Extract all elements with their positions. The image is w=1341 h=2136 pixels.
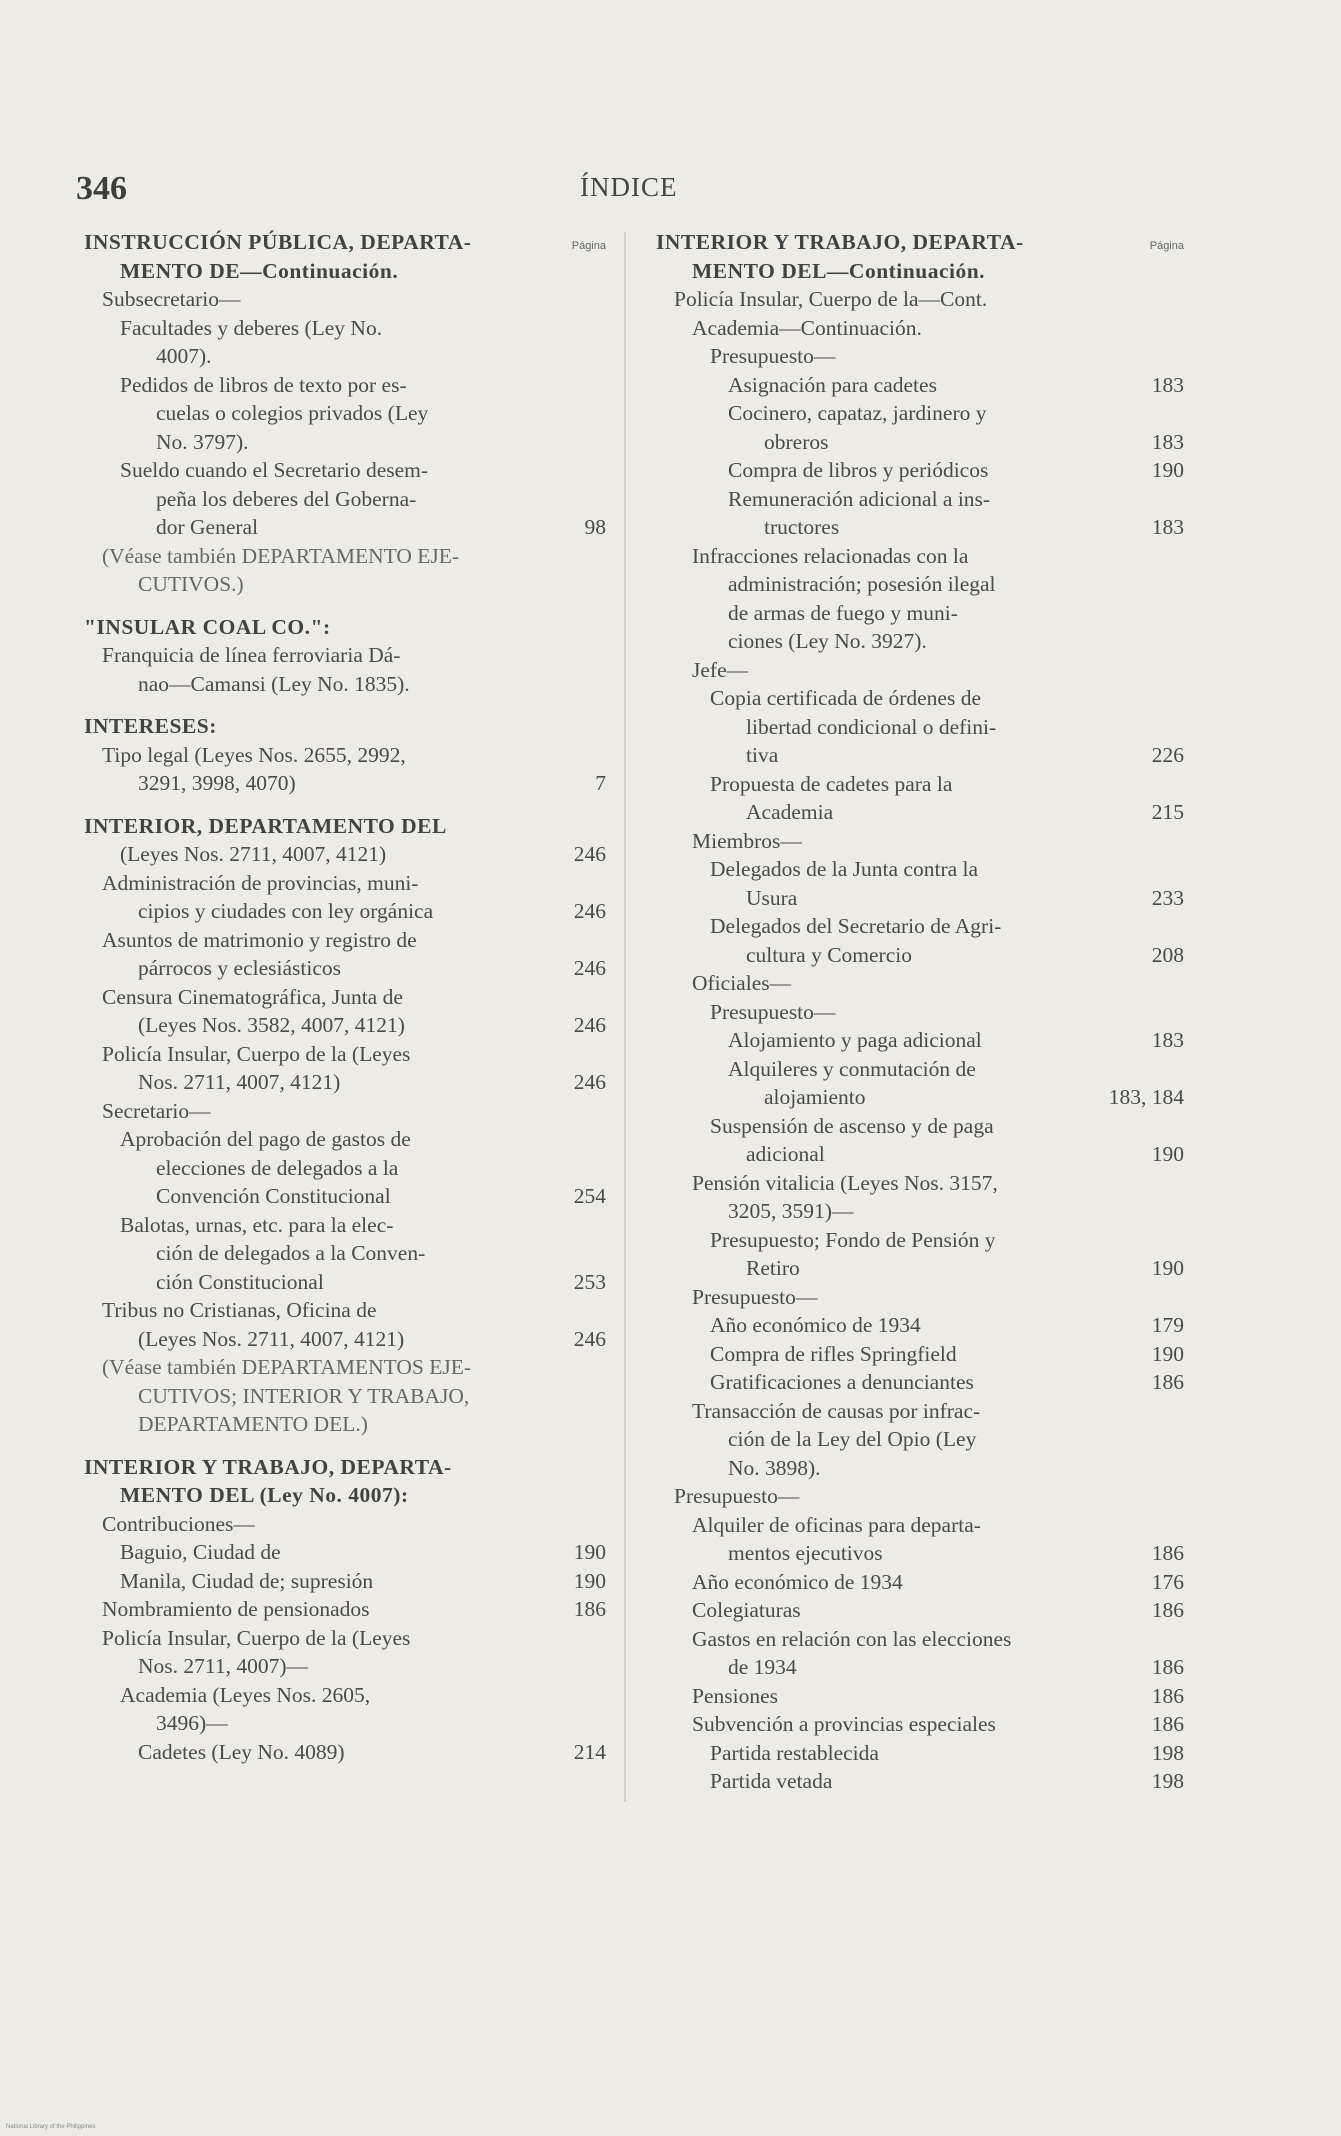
page-ref: 208 [1151, 942, 1184, 967]
entry-text: (Leyes Nos. 2711, 4007, 4121) [120, 842, 387, 866]
entry-text: 3291, 3998, 4070) [138, 771, 296, 795]
entry-text: Contribuciones— [102, 1511, 255, 1536]
index-entry [84, 1325, 606, 1354]
entry-text: Suspensión de ascenso y de paga [710, 1113, 994, 1138]
entry-text: Nombramiento de pensionados [102, 1597, 370, 1621]
index-entry [656, 941, 1184, 970]
index-entry [84, 1652, 606, 1681]
index-entry [656, 1112, 1184, 1141]
entry-text: Presupuesto; Fondo de Pensión y [710, 1227, 996, 1252]
index-entry [656, 713, 1184, 742]
index-entry [656, 1739, 1184, 1768]
entry-text: Compra de libros y periódicos [728, 458, 989, 482]
page-number: 346 [76, 170, 127, 207]
entry-text: tiva [746, 743, 779, 767]
entry-text: (Leyes Nos. 3582, 4007, 4121) [138, 1013, 405, 1037]
entry-text: Transacción de causas por infrac- [692, 1398, 981, 1423]
index-entry [656, 998, 1184, 1027]
index-entry [656, 456, 1184, 485]
page-column-label: Página [571, 240, 606, 252]
index-entry [656, 570, 1184, 599]
entry-text: Secretario— [102, 1098, 211, 1123]
index-entry [656, 1539, 1184, 1568]
page-ref: 186 [1151, 1655, 1184, 1679]
entry-text: Asuntos de matrimonio y registro de [102, 927, 417, 952]
page-ref: 186 [1151, 1370, 1184, 1394]
index-heading [84, 257, 606, 286]
entry-text: Balotas, urnas, etc. para la elec- [120, 1212, 394, 1237]
index-entry [84, 428, 606, 457]
entry-text: Miembros— [692, 828, 802, 853]
page-ref: 183, 184 [1108, 1085, 1184, 1109]
index-entry [84, 399, 606, 428]
entry-text: MENTO DEL—Continuación. [692, 258, 986, 283]
index-entry [84, 1567, 606, 1596]
index-heading [84, 1481, 606, 1510]
page-ref: 190 [1151, 1142, 1184, 1166]
entry-text: (Véase también DEPARTAMENTOS EJE- [102, 1355, 472, 1379]
entry-text: INTERESES: [84, 714, 217, 738]
index-entry [656, 969, 1184, 998]
entry-text: Presupuesto— [674, 1484, 800, 1508]
index-entry [656, 1710, 1184, 1739]
index-entry [656, 485, 1184, 514]
left-column [84, 228, 606, 1766]
index-entry [656, 1169, 1184, 1198]
entry-text: Franquicia de línea ferroviaria Dá- [102, 643, 401, 667]
index-entry [84, 897, 606, 926]
entry-text: Policía Insular, Cuerpo de la (Leyes [102, 1041, 411, 1066]
entry-text: (Véase también DEPARTAMENTO EJE- [102, 543, 460, 568]
entry-text: Sueldo cuando el Secretario desem- [120, 458, 429, 482]
entry-text: Año económico de 1934 [710, 1313, 921, 1337]
index-entry [84, 670, 606, 699]
entry-text: de armas de fuego y muni- [728, 600, 958, 625]
index-entry [656, 1454, 1184, 1483]
index-entry [84, 1040, 606, 1069]
entry-text: Manila, Ciudad de; supresión [120, 1568, 374, 1593]
index-entry [84, 1068, 606, 1097]
entry-text: DEPARTAMENTO DEL.) [138, 1412, 368, 1436]
page-column-label: Página [1149, 240, 1184, 252]
index-entry [656, 285, 1184, 314]
entry-text: Pensión vitalicia (Leyes Nos. 3157, [692, 1170, 998, 1195]
page-ref: 246 [573, 842, 606, 866]
page-ref: 186 [1151, 1598, 1184, 1622]
entry-text: Cocinero, capataz, jardinero y [728, 401, 987, 425]
entry-text: Subvención a provincias especiales [692, 1712, 996, 1736]
index-entry [656, 884, 1184, 913]
entry-text: Cadetes (Ley No. 4089) [138, 1739, 345, 1764]
index-entry [656, 1283, 1184, 1312]
entry-text: tructores [764, 515, 840, 539]
entry-text: 3205, 3591)— [728, 1199, 854, 1223]
entry-text: Gastos en relación con las elecciones [692, 1626, 1012, 1651]
index-entry [84, 926, 606, 955]
page-ref: 190 [573, 1540, 606, 1564]
page-ref: 190 [1151, 458, 1184, 482]
index-entry [656, 1026, 1184, 1055]
entry-text: Pensiones [692, 1683, 778, 1708]
index-entry [656, 342, 1184, 371]
entry-text: Partida restablecida [710, 1740, 879, 1765]
entry-text: Nos. 2711, 4007, 4121) [138, 1070, 341, 1094]
entry-text: Convención Constitucional [156, 1184, 391, 1208]
page-ref: 186 [573, 1597, 606, 1621]
entry-text: "INSULAR COAL CO.": [84, 614, 331, 639]
index-entry [84, 1538, 606, 1567]
index-entry [656, 1596, 1184, 1625]
page-ref: 183 [1151, 515, 1184, 539]
index-entry [656, 1311, 1184, 1340]
entry-text: Año económico de 1934 [692, 1569, 903, 1594]
entry-text: Alquiler de oficinas para departa- [692, 1512, 981, 1537]
index-entry [656, 1682, 1184, 1711]
entry-text: 3496)— [156, 1711, 228, 1735]
index-entry [656, 827, 1184, 856]
page-ref: 254 [573, 1184, 606, 1208]
index-heading [84, 613, 606, 642]
entry-text: cultura y Comercio [746, 942, 912, 967]
entry-text: Administración de provincias, muni- [102, 870, 419, 895]
index-entry [656, 798, 1184, 827]
page-ref: 183 [1151, 372, 1184, 397]
entry-text: Presupuesto— [710, 344, 836, 368]
index-heading [656, 228, 1184, 257]
section-gap [84, 698, 606, 712]
entry-text: INSTRUCCIÓN PÚBLICA, DEPARTA- [84, 230, 472, 254]
entry-text: obreros [764, 429, 829, 454]
index-entry [84, 1211, 606, 1240]
index-entry [84, 371, 606, 400]
page-ref: 186 [1151, 1712, 1184, 1736]
index-entry [84, 1268, 606, 1297]
index-heading [84, 1453, 606, 1482]
entry-text: nao—Camansi (Ley No. 1835). [138, 671, 410, 696]
index-heading [84, 812, 606, 841]
page-ref: 246 [573, 1326, 606, 1351]
entry-text: Academia—Continuación. [692, 315, 922, 340]
index-entry [656, 1625, 1184, 1654]
page-ref: 246 [573, 899, 606, 923]
section-gap [84, 1439, 606, 1453]
index-entry [656, 1397, 1184, 1426]
entry-text: No. 3898). [728, 1455, 821, 1480]
index-entry [656, 399, 1184, 428]
index-entry [656, 1140, 1184, 1169]
entry-text: elecciones de delegados a la [156, 1155, 399, 1180]
index-entry [84, 1239, 606, 1268]
index-entry [84, 1154, 606, 1183]
entry-text: libertad condicional o defini- [746, 714, 997, 739]
index-entry [656, 684, 1184, 713]
page-ref: 183 [1151, 1028, 1184, 1052]
entry-text: mentos ejecutivos [728, 1541, 883, 1565]
entry-text: INTERIOR, DEPARTAMENTO DEL [84, 813, 447, 838]
page-ref: 233 [1151, 885, 1184, 910]
index-entry [84, 1097, 606, 1126]
entry-text: adicional [746, 1142, 825, 1166]
index-entry [84, 513, 606, 542]
index-entry [656, 1226, 1184, 1255]
column-divider [624, 232, 626, 1802]
index-entry [84, 1510, 606, 1539]
entry-text: Delegados del Secretario de Agri- [710, 914, 1002, 938]
index-entry [84, 1410, 606, 1439]
entry-text: Pedidos de libros de texto por es- [120, 372, 407, 397]
page-title: ÍNDICE [580, 172, 678, 202]
entry-text: CUTIVOS; INTERIOR Y TRABAJO, [138, 1383, 470, 1408]
index-entry [656, 627, 1184, 656]
index-entry [84, 1382, 606, 1411]
section-gap [84, 599, 606, 613]
index-entry [84, 1353, 606, 1382]
section-gap [84, 798, 606, 812]
entry-text: Retiro [746, 1256, 800, 1280]
page-ref: 198 [1151, 1740, 1184, 1765]
entry-text: Remuneración adicional a ins- [728, 486, 991, 511]
entry-text: No. 3797). [156, 429, 249, 454]
entry-text: Academia [746, 800, 834, 824]
index-entry [656, 770, 1184, 799]
entry-text: de 1934 [728, 1655, 797, 1679]
page-ref: 186 [1151, 1683, 1184, 1708]
entry-text: Presupuesto— [710, 999, 836, 1024]
index-entry [656, 1425, 1184, 1454]
index-entry [84, 1182, 606, 1211]
index-heading [656, 257, 1184, 286]
entry-text: Facultades y deberes (Ley No. [120, 315, 383, 340]
index-entry [84, 1125, 606, 1154]
page-ref: 7 [595, 771, 606, 795]
index-entry [656, 513, 1184, 542]
entry-text: Tribus no Cristianas, Oficina de [102, 1298, 377, 1322]
index-entry [84, 741, 606, 770]
entry-text: Policía Insular, Cuerpo de la—Cont. [674, 287, 988, 311]
index-entry [84, 570, 606, 599]
index-entry [84, 285, 606, 314]
index-heading [84, 712, 606, 741]
page-ref: 186 [1151, 1541, 1184, 1565]
footer-note: National Library of the Philippines [6, 2124, 96, 2130]
page-ref: 246 [573, 1070, 606, 1094]
entry-text: Delegados de la Junta contra la [710, 857, 979, 881]
entry-text: Gratificaciones a denunciantes [710, 1370, 974, 1394]
entry-text: cuelas o colegios privados (Ley [156, 401, 429, 425]
entry-text: Jefe— [692, 657, 749, 682]
index-entry [656, 1083, 1184, 1112]
page-ref: 198 [1151, 1769, 1184, 1793]
index-entry [656, 1340, 1184, 1369]
index-entry [656, 599, 1184, 628]
index-entry [84, 954, 606, 983]
entry-text: INTERIOR Y TRABAJO, DEPARTA- [84, 1454, 452, 1479]
page-ref: 215 [1151, 800, 1184, 824]
entry-text: MENTO DEL (Ley No. 4007): [120, 1483, 409, 1507]
index-entry [84, 1709, 606, 1738]
index-entry [84, 1624, 606, 1653]
index-entry [656, 428, 1184, 457]
entry-text: Subsecretario— [102, 287, 241, 311]
entry-text: cipios y ciudades con ley orgánica [138, 899, 434, 923]
entry-text: ción de delegados a la Conven- [156, 1241, 426, 1265]
entry-text: Colegiaturas [692, 1598, 801, 1622]
entry-text: Infracciones relacionadas con la [692, 543, 969, 568]
index-entry [656, 1653, 1184, 1682]
entry-text: ciones (Ley No. 3927). [728, 629, 927, 653]
entry-text: Oficiales— [692, 971, 792, 995]
page-ref: 98 [584, 515, 606, 539]
entry-text: alojamiento [764, 1085, 866, 1109]
page-ref: 183 [1151, 429, 1184, 454]
entry-text: Baguio, Ciudad de [120, 1540, 281, 1564]
index-entry [84, 1595, 606, 1624]
entry-text: Propuesta de cadetes para la [710, 771, 953, 796]
page-ref: 179 [1151, 1313, 1184, 1337]
index-entry [84, 542, 606, 571]
index-entry [656, 656, 1184, 685]
entry-text: Alquileres y conmutación de [728, 1056, 976, 1081]
index-entry [656, 1254, 1184, 1283]
index-entry [84, 869, 606, 898]
entry-text: Aprobación del pago de gastos de [120, 1127, 411, 1151]
entry-text: Alojamiento y paga adicional [728, 1028, 982, 1052]
entry-text: Tipo legal (Leyes Nos. 2655, 2992, [102, 742, 406, 767]
index-entry [84, 769, 606, 798]
index-entry [84, 485, 606, 514]
entry-text: INTERIOR Y TRABAJO, DEPARTA- [656, 230, 1024, 254]
index-entry [656, 855, 1184, 884]
index-entry [84, 641, 606, 670]
entry-text: MENTO DE—Continuación. [120, 258, 399, 283]
page-ref: 246 [573, 1013, 606, 1037]
entry-text: Usura [746, 885, 798, 910]
index-entry [84, 342, 606, 371]
index-entry [656, 1568, 1184, 1597]
entry-text: Academia (Leyes Nos. 2605, [120, 1682, 371, 1707]
index-entry [84, 456, 606, 485]
entry-text: Policía Insular, Cuerpo de la (Leyes [102, 1625, 411, 1650]
entry-text: (Leyes Nos. 2711, 4007, 4121) [138, 1326, 405, 1351]
page-ref: 246 [573, 956, 606, 980]
index-entry [84, 314, 606, 343]
entry-text: Nos. 2711, 4007)— [138, 1654, 309, 1678]
index-entry [656, 1482, 1184, 1511]
page-ref: 214 [573, 1739, 606, 1764]
entry-text: CUTIVOS.) [138, 572, 244, 596]
index-entry [84, 1681, 606, 1710]
page-ref: 190 [1151, 1256, 1184, 1280]
index-entry [656, 1055, 1184, 1084]
entry-text: peña los deberes del Goberna- [156, 486, 417, 511]
index-entry [656, 371, 1184, 400]
right-column [656, 228, 1184, 1796]
entry-text: ción Constitucional [156, 1269, 324, 1294]
index-entry [84, 1296, 606, 1325]
entry-text: Censura Cinematográfica, Junta de [102, 984, 403, 1009]
index-entry [656, 1767, 1184, 1796]
index-entry [656, 1368, 1184, 1397]
entry-text: Copia certificada de órdenes de [710, 686, 982, 710]
entry-text: Asignación para cadetes [728, 372, 937, 397]
page-ref: 190 [573, 1568, 606, 1593]
entry-text: párrocos y eclesiásticos [138, 956, 341, 980]
page-ref: 190 [1151, 1341, 1184, 1366]
page-ref: 226 [1151, 743, 1184, 767]
entry-text: dor General [156, 515, 259, 539]
page-ref: 176 [1151, 1569, 1184, 1594]
index-entry [656, 542, 1184, 571]
index-entry [656, 1197, 1184, 1226]
entry-text: 4007). [156, 344, 212, 368]
index-entry [84, 983, 606, 1012]
entry-text: Partida vetada [710, 1769, 833, 1793]
index-entry [84, 840, 606, 869]
index-heading [84, 228, 606, 257]
entry-text: Compra de rifles Springfield [710, 1341, 957, 1366]
entry-text: ción de la Ley del Opio (Ley [728, 1427, 977, 1451]
index-entry [656, 1511, 1184, 1540]
index-entry [656, 912, 1184, 941]
entry-text: Presupuesto— [692, 1284, 818, 1309]
page-ref: 253 [573, 1269, 606, 1294]
index-entry [84, 1011, 606, 1040]
index-entry [656, 741, 1184, 770]
index-entry [84, 1738, 606, 1767]
index-entry [656, 314, 1184, 343]
entry-text: administración; posesión ilegal [728, 572, 996, 596]
